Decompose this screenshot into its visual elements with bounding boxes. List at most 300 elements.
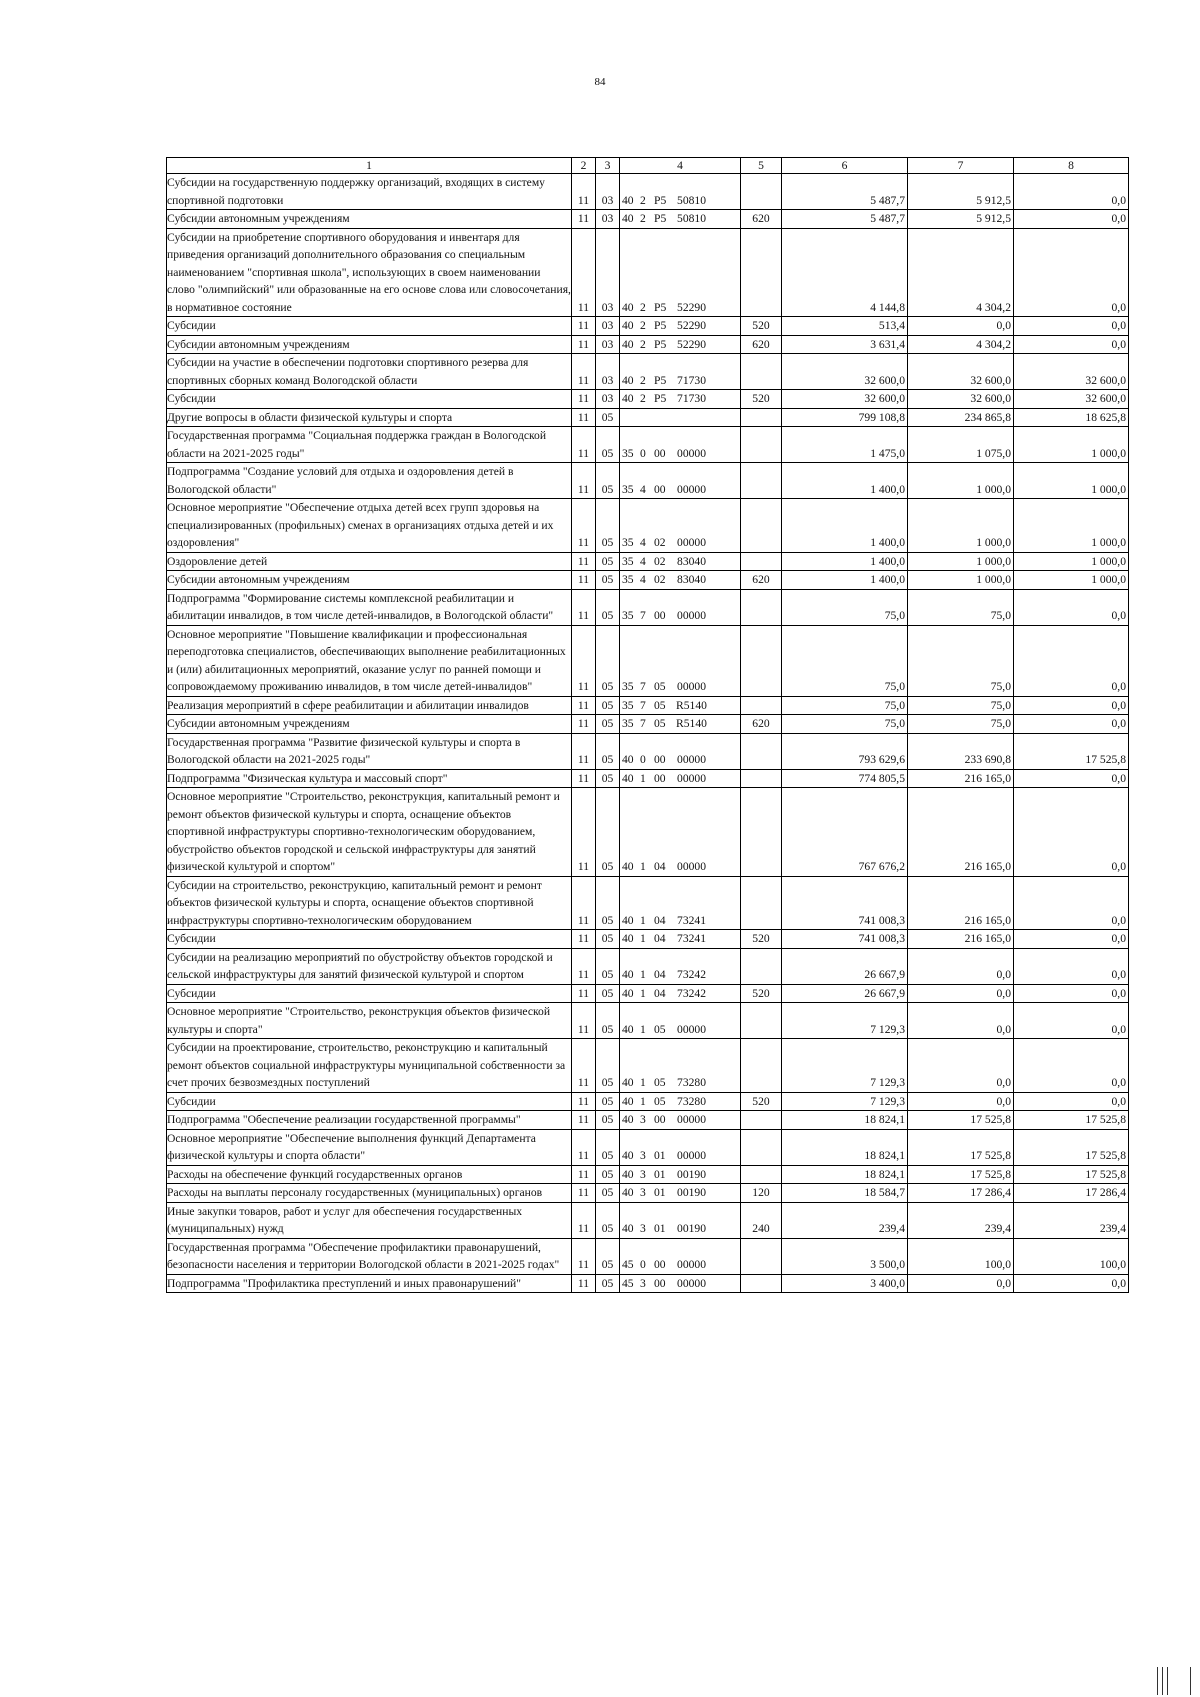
row-amount-col7: 216 165,0 xyxy=(908,876,1014,930)
table-row xyxy=(167,625,1129,696)
target-article-parts xyxy=(622,751,706,769)
activity-code: 04 xyxy=(654,913,666,927)
row-amount-col7: 17 286,4 xyxy=(908,1184,1014,1203)
program-code: 40 xyxy=(622,860,634,873)
row-subsection-code: 03 xyxy=(596,210,620,229)
row-section-code: 11 xyxy=(572,174,596,210)
row-name: Основное мероприятие "Строительство, реконструкция, капитальный ремонт и ремонт объектов физической культуры и спорта, оснащение объектов спортивной инфраструктуры спортивно-технологическим оборудованием, обустройство объектов городской и сельской инфраструктуры для занятий физической культурой и спортом" xyxy=(167,788,572,877)
row-section-code: 11 xyxy=(572,1092,596,1111)
row-subsection-code: 03 xyxy=(596,335,620,354)
row-amount-col8: 1 000,0 xyxy=(1014,499,1129,553)
row-amount-col8: 32 600,0 xyxy=(1014,390,1129,409)
table-row xyxy=(167,696,1129,715)
row-section-code: 11 xyxy=(572,499,596,553)
table-row xyxy=(167,1111,1129,1130)
row-expense-type xyxy=(741,1129,782,1165)
row-amount-col6: 1 400,0 xyxy=(782,552,908,571)
row-amount-col7: 17 525,8 xyxy=(908,1111,1014,1130)
row-subsection-code: 03 xyxy=(596,317,620,336)
direction-code: 00000 xyxy=(677,860,706,873)
row-expense-type xyxy=(741,1238,782,1274)
direction-code: 00000 xyxy=(677,609,706,622)
direction-code: 00000 xyxy=(677,536,706,549)
direction-code: 71730 xyxy=(677,373,706,387)
row-section-code: 11 xyxy=(572,589,596,625)
row-subsection-code: 05 xyxy=(596,788,620,877)
row-expense-type xyxy=(741,589,782,625)
row-subsection-code: 05 xyxy=(596,1202,620,1238)
row-amount-col7: 0,0 xyxy=(908,317,1014,336)
row-expense-type xyxy=(741,552,782,571)
row-name: Основное мероприятие "Обеспечение выполнения функций Департамента физической культуры и спорта области" xyxy=(167,1129,572,1165)
row-section-code: 11 xyxy=(572,354,596,390)
table-row xyxy=(167,427,1129,463)
row-subsection-code: 05 xyxy=(596,589,620,625)
row-amount-col6: 5 487,7 xyxy=(782,174,908,210)
row-target-article-code xyxy=(620,948,741,984)
direction-code: 00190 xyxy=(677,1167,706,1181)
row-name: Подпрограмма "Физическая культура и массовый спорт" xyxy=(167,769,572,788)
row-subsection-code: 05 xyxy=(596,984,620,1003)
row-section-code: 11 xyxy=(572,948,596,984)
row-amount-col8: 17 525,8 xyxy=(1014,1111,1129,1130)
row-amount-col7: 216 165,0 xyxy=(908,769,1014,788)
activity-code: 02 xyxy=(654,554,666,568)
row-expense-type xyxy=(741,625,782,696)
subprogram-code: 4 xyxy=(640,536,646,549)
program-code: 35 xyxy=(622,680,634,693)
row-amount-col6: 1 475,0 xyxy=(782,427,908,463)
row-target-article-code xyxy=(620,1092,741,1111)
activity-code: 01 xyxy=(654,1167,666,1181)
direction-code: 73280 xyxy=(677,1094,706,1108)
direction-code: 00000 xyxy=(677,1022,706,1036)
row-section-code: 11 xyxy=(572,210,596,229)
row-amount-col8: 0,0 xyxy=(1014,769,1129,788)
program-code: 35 xyxy=(622,717,634,730)
table-row xyxy=(167,552,1129,571)
table-row xyxy=(167,589,1129,625)
direction-code: 00000 xyxy=(677,446,706,460)
row-expense-type xyxy=(741,228,782,317)
row-target-article-code xyxy=(620,1003,741,1039)
row-amount-col7: 75,0 xyxy=(908,715,1014,734)
row-amount-col7: 0,0 xyxy=(908,948,1014,984)
row-amount-col8: 0,0 xyxy=(1014,1274,1129,1293)
subprogram-code: 0 xyxy=(640,753,646,766)
row-subsection-code: 05 xyxy=(596,463,620,499)
program-code: 40 xyxy=(622,373,634,387)
subprogram-code: 7 xyxy=(640,680,646,693)
row-subsection-code: 03 xyxy=(596,390,620,409)
direction-code: 52290 xyxy=(677,337,706,351)
row-expense-type: 520 xyxy=(741,984,782,1003)
page-number: 84 xyxy=(594,76,606,88)
program-code: 40 xyxy=(622,1113,634,1126)
row-name: Расходы на выплаты персоналу государственных (муниципальных) органов xyxy=(167,1184,572,1203)
table-row xyxy=(167,984,1129,1003)
subprogram-code: 7 xyxy=(640,698,646,712)
row-amount-col6: 741 008,3 xyxy=(782,876,908,930)
direction-code: 00000 xyxy=(677,1113,706,1126)
subprogram-code: 2 xyxy=(640,300,646,314)
activity-code: 05 xyxy=(654,680,666,693)
subprogram-code: 2 xyxy=(640,212,646,225)
header-col-7: 7 xyxy=(908,158,1014,174)
subprogram-code: 1 xyxy=(640,968,646,981)
row-amount-col6: 18 824,1 xyxy=(782,1165,908,1184)
budget-table-wrapper xyxy=(166,157,1129,1293)
row-amount-col6: 75,0 xyxy=(782,696,908,715)
program-code: 40 xyxy=(622,392,634,405)
direction-code: 73241 xyxy=(677,913,706,927)
row-subsection-code: 05 xyxy=(596,1165,620,1184)
table-row xyxy=(167,174,1129,210)
table-row xyxy=(167,930,1129,949)
direction-code: 00000 xyxy=(677,1149,706,1162)
row-expense-type: 620 xyxy=(741,715,782,734)
row-subsection-code: 05 xyxy=(596,625,620,696)
row-amount-col6: 767 676,2 xyxy=(782,788,908,877)
row-amount-col6: 18 824,1 xyxy=(782,1129,908,1165)
program-code: 40 xyxy=(622,968,634,981)
row-amount-col7: 32 600,0 xyxy=(908,390,1014,409)
row-amount-col7: 75,0 xyxy=(908,625,1014,696)
subprogram-code: 7 xyxy=(640,717,646,730)
row-amount-col7: 0,0 xyxy=(908,1092,1014,1111)
row-name: Субсидии на проектирование, строительство, реконструкцию и капитальный ремонт объектов социальной инфраструктуры муниципальной собственности за счет прочих безвозмездных поступлений xyxy=(167,1039,572,1093)
subprogram-code: 2 xyxy=(640,392,646,405)
activity-code: 00 xyxy=(654,771,666,785)
row-section-code: 11 xyxy=(572,625,596,696)
row-expense-type xyxy=(741,408,782,427)
target-article-parts xyxy=(622,1166,706,1184)
row-target-article-code xyxy=(620,876,741,930)
program-code: 40 xyxy=(622,753,634,766)
row-target-article-code xyxy=(620,788,741,877)
row-amount-col7: 216 165,0 xyxy=(908,788,1014,877)
subprogram-code: 0 xyxy=(640,1258,646,1271)
row-section-code: 11 xyxy=(572,427,596,463)
row-target-article-code xyxy=(620,1039,741,1093)
row-section-code: 11 xyxy=(572,1202,596,1238)
row-target-article-code xyxy=(620,1274,741,1293)
row-amount-col7: 0,0 xyxy=(908,1274,1014,1293)
row-name: Основное мероприятие "Повышение квалификации и профессиональная переподготовка специалистов, обеспечивающих выполнение реабилитационных и (или) абилитационных мероприятий, оказание услуг по ранней помощи и сопровождаемому проживанию инвалидов, в том числе детей-инвалидов" xyxy=(167,625,572,696)
table-row xyxy=(167,876,1129,930)
activity-code: 00 xyxy=(654,1276,666,1290)
row-target-article-code xyxy=(620,499,741,553)
row-amount-col7: 0,0 xyxy=(908,984,1014,1003)
direction-code: 83040 xyxy=(677,573,706,586)
table-row xyxy=(167,1274,1129,1293)
row-amount-col7: 17 525,8 xyxy=(908,1129,1014,1165)
row-amount-col7: 1 000,0 xyxy=(908,552,1014,571)
header-col-5: 5 xyxy=(741,158,782,174)
row-name: Другие вопросы в области физической культуры и спорта xyxy=(167,408,572,427)
target-article-parts xyxy=(622,192,706,210)
row-amount-col6: 26 667,9 xyxy=(782,984,908,1003)
row-amount-col8: 0,0 xyxy=(1014,1092,1129,1111)
row-target-article-code xyxy=(620,733,741,769)
row-amount-col6: 32 600,0 xyxy=(782,390,908,409)
table-row xyxy=(167,733,1129,769)
row-name: Подпрограмма "Обеспечение реализации государственной программы" xyxy=(167,1111,572,1130)
row-section-code: 11 xyxy=(572,335,596,354)
target-article-parts xyxy=(622,1147,706,1165)
header-col-2: 2 xyxy=(572,158,596,174)
row-section-code: 11 xyxy=(572,1039,596,1093)
direction-code: 71730 xyxy=(677,392,706,405)
row-amount-col8: 0,0 xyxy=(1014,1039,1129,1093)
row-amount-col8: 0,0 xyxy=(1014,174,1129,210)
row-section-code: 11 xyxy=(572,733,596,769)
program-code: 40 xyxy=(622,300,634,314)
target-article-parts xyxy=(622,336,706,354)
activity-code: 05 xyxy=(654,698,666,712)
subprogram-code: 3 xyxy=(640,1149,646,1162)
row-amount-col8: 0,0 xyxy=(1014,930,1129,949)
row-section-code: 11 xyxy=(572,696,596,715)
table-row xyxy=(167,1238,1129,1274)
row-amount-col7: 1 075,0 xyxy=(908,427,1014,463)
row-amount-col6: 75,0 xyxy=(782,715,908,734)
header-col-1: 1 xyxy=(167,158,572,174)
row-subsection-code: 05 xyxy=(596,552,620,571)
row-subsection-code: 05 xyxy=(596,948,620,984)
program-code: 45 xyxy=(622,1258,634,1271)
row-expense-type: 620 xyxy=(741,210,782,229)
target-article-parts xyxy=(622,715,706,733)
row-section-code: 11 xyxy=(572,390,596,409)
activity-code: P5 xyxy=(654,319,667,332)
row-amount-col7: 0,0 xyxy=(908,1003,1014,1039)
subprogram-code: 1 xyxy=(640,771,646,785)
row-name: Государственная программа "Развитие физической культуры и спорта в Вологодской области на 2021-2025 годы" xyxy=(167,733,572,769)
row-amount-col8: 0,0 xyxy=(1014,625,1129,696)
direction-code: R5140 xyxy=(676,717,707,730)
row-expense-type xyxy=(741,354,782,390)
table-row xyxy=(167,228,1129,317)
direction-code: 73242 xyxy=(677,968,706,981)
row-amount-col8: 0,0 xyxy=(1014,948,1129,984)
row-target-article-code xyxy=(620,571,741,590)
activity-code: 04 xyxy=(654,986,666,1000)
row-amount-col7: 100,0 xyxy=(908,1238,1014,1274)
direction-code: 00000 xyxy=(677,753,706,766)
row-name: Субсидии xyxy=(167,317,572,336)
table-row xyxy=(167,317,1129,336)
row-amount-col8: 0,0 xyxy=(1014,1003,1129,1039)
row-amount-col8: 17 525,8 xyxy=(1014,1165,1129,1184)
row-target-article-code xyxy=(620,1202,741,1238)
row-expense-type xyxy=(741,463,782,499)
target-article-parts xyxy=(622,390,706,408)
subprogram-code: 1 xyxy=(640,1022,646,1036)
row-name: Подпрограмма "Создание условий для отдыха и оздоровления детей в Вологодской области" xyxy=(167,463,572,499)
activity-code: 00 xyxy=(654,1258,666,1271)
row-subsection-code: 05 xyxy=(596,1092,620,1111)
row-expense-type xyxy=(741,788,782,877)
row-amount-col8: 0,0 xyxy=(1014,589,1129,625)
row-subsection-code: 05 xyxy=(596,1111,620,1130)
row-expense-type xyxy=(741,696,782,715)
row-target-article-code xyxy=(620,589,741,625)
program-code: 35 xyxy=(622,573,634,586)
target-article-parts xyxy=(622,1275,706,1293)
row-section-code: 11 xyxy=(572,408,596,427)
direction-code: 00000 xyxy=(677,771,706,785)
row-section-code: 11 xyxy=(572,571,596,590)
row-section-code: 11 xyxy=(572,1111,596,1130)
subprogram-code: 4 xyxy=(640,482,646,496)
activity-code: 05 xyxy=(654,1076,666,1089)
row-section-code: 11 xyxy=(572,1165,596,1184)
row-expense-type: 520 xyxy=(741,930,782,949)
row-amount-col6: 5 487,7 xyxy=(782,210,908,229)
row-section-code: 11 xyxy=(572,552,596,571)
table-row xyxy=(167,390,1129,409)
direction-code: 00000 xyxy=(677,1276,706,1290)
row-amount-col6: 513,4 xyxy=(782,317,908,336)
row-expense-type xyxy=(741,769,782,788)
target-article-parts xyxy=(622,1220,706,1238)
row-target-article-code xyxy=(620,1129,741,1165)
row-section-code: 11 xyxy=(572,1238,596,1274)
activity-code: P5 xyxy=(654,193,667,207)
row-amount-col7: 17 525,8 xyxy=(908,1165,1014,1184)
row-amount-col6: 18 824,1 xyxy=(782,1111,908,1130)
target-article-parts xyxy=(622,299,706,317)
header-col-4: 4 xyxy=(620,158,741,174)
row-amount-col6: 793 629,6 xyxy=(782,733,908,769)
row-amount-col6: 7 129,3 xyxy=(782,1039,908,1093)
row-expense-type xyxy=(741,427,782,463)
row-target-article-code xyxy=(620,317,741,336)
row-subsection-code: 05 xyxy=(596,1238,620,1274)
activity-code: 05 xyxy=(654,1094,666,1108)
direction-code: 00000 xyxy=(677,1258,706,1271)
row-amount-col8: 17 525,8 xyxy=(1014,1129,1129,1165)
subprogram-code: 3 xyxy=(640,1276,646,1290)
direction-code: 50810 xyxy=(677,212,706,225)
program-code: 45 xyxy=(622,1276,634,1290)
subprogram-code: 7 xyxy=(640,609,646,622)
program-code: 40 xyxy=(622,193,634,207)
table-row xyxy=(167,1092,1129,1111)
target-article-parts xyxy=(622,1093,706,1111)
target-article-parts xyxy=(622,1021,706,1039)
program-code: 40 xyxy=(622,1149,634,1162)
row-amount-col8: 17 525,8 xyxy=(1014,733,1129,769)
activity-code: 01 xyxy=(654,1149,666,1162)
row-target-article-code xyxy=(620,228,741,317)
row-amount-col8: 0,0 xyxy=(1014,335,1129,354)
row-amount-col8: 1 000,0 xyxy=(1014,552,1129,571)
row-name: Основное мероприятие "Обеспечение отдыха детей всех групп здоровья на специализированных (профильных) сменах в организациях отдыха детей и их оздоровления" xyxy=(167,499,572,553)
row-target-article-code xyxy=(620,769,741,788)
row-name: Субсидии на государственную поддержку организаций, входящих в систему спортивной подготовки xyxy=(167,174,572,210)
table-row xyxy=(167,1202,1129,1238)
activity-code: 00 xyxy=(654,482,666,496)
direction-code: 52290 xyxy=(677,300,706,314)
row-amount-col8: 0,0 xyxy=(1014,317,1129,336)
program-code: 40 xyxy=(622,1076,634,1089)
row-expense-type xyxy=(741,499,782,553)
row-name: Субсидии автономным учреждениям xyxy=(167,210,572,229)
target-article-parts xyxy=(622,966,706,984)
direction-code: 83040 xyxy=(677,554,706,568)
row-amount-col8: 0,0 xyxy=(1014,788,1129,877)
row-target-article-code xyxy=(620,174,741,210)
row-expense-type xyxy=(741,1003,782,1039)
subprogram-code: 3 xyxy=(640,1222,646,1235)
row-expense-type xyxy=(741,1111,782,1130)
target-article-parts xyxy=(622,409,706,427)
direction-code: 00190 xyxy=(677,1186,706,1199)
row-amount-col8: 1 000,0 xyxy=(1014,571,1129,590)
row-amount-col8: 17 286,4 xyxy=(1014,1184,1129,1203)
row-subsection-code: 05 xyxy=(596,1184,620,1203)
row-amount-col6: 239,4 xyxy=(782,1202,908,1238)
activity-code: P5 xyxy=(654,373,667,387)
row-name: Подпрограмма "Формирование системы комплексной реабилитации и абилитации инвалидов, в том числе детей-инвалидов, в Вологодской области" xyxy=(167,589,572,625)
row-section-code: 11 xyxy=(572,876,596,930)
table-row xyxy=(167,1184,1129,1203)
subprogram-code: 1 xyxy=(640,986,646,1000)
row-amount-col6: 1 400,0 xyxy=(782,463,908,499)
row-amount-col6: 32 600,0 xyxy=(782,354,908,390)
table-row xyxy=(167,463,1129,499)
program-code: 40 xyxy=(622,771,634,785)
row-amount-col7: 75,0 xyxy=(908,589,1014,625)
row-expense-type: 520 xyxy=(741,317,782,336)
subprogram-code: 3 xyxy=(640,1186,646,1199)
target-article-parts xyxy=(622,770,706,788)
direction-code: 00000 xyxy=(677,482,706,496)
row-section-code: 11 xyxy=(572,463,596,499)
row-target-article-code xyxy=(620,715,741,734)
row-name: Реализация мероприятий в сфере реабилитации и абилитации инвалидов xyxy=(167,696,572,715)
target-article-parts xyxy=(622,481,706,499)
direction-code: 52290 xyxy=(677,319,706,332)
row-target-article-code xyxy=(620,354,741,390)
row-subsection-code: 05 xyxy=(596,499,620,553)
row-amount-col8: 0,0 xyxy=(1014,984,1129,1003)
row-expense-type: 520 xyxy=(741,1092,782,1111)
subprogram-code: 1 xyxy=(640,860,646,873)
row-amount-col6: 75,0 xyxy=(782,625,908,696)
program-code: 35 xyxy=(622,609,634,622)
row-name: Субсидии на приобретение спортивного оборудования и инвентаря для приведения организаций дополнительного образования со специальным наименованием "спортивная школа", использующих в своем наименовании слово "олимпийский" или образованные на его основе слова или словосочетания, в нормативное состояние xyxy=(167,228,572,317)
program-code: 40 xyxy=(622,1222,634,1235)
row-expense-type: 620 xyxy=(741,571,782,590)
target-article-parts xyxy=(622,1111,706,1129)
direction-code: 73242 xyxy=(677,986,706,1000)
target-article-parts xyxy=(622,697,706,715)
row-expense-type xyxy=(741,948,782,984)
activity-code: 01 xyxy=(654,1186,666,1199)
row-subsection-code: 05 xyxy=(596,696,620,715)
row-name: Оздоровление детей xyxy=(167,552,572,571)
header-col-6: 6 xyxy=(782,158,908,174)
subprogram-code: 1 xyxy=(640,932,646,945)
header-row xyxy=(167,158,1129,174)
target-article-parts xyxy=(622,912,706,930)
row-name: Субсидии автономным учреждениям xyxy=(167,571,572,590)
activity-code: 04 xyxy=(654,968,666,981)
program-code: 40 xyxy=(622,913,634,927)
